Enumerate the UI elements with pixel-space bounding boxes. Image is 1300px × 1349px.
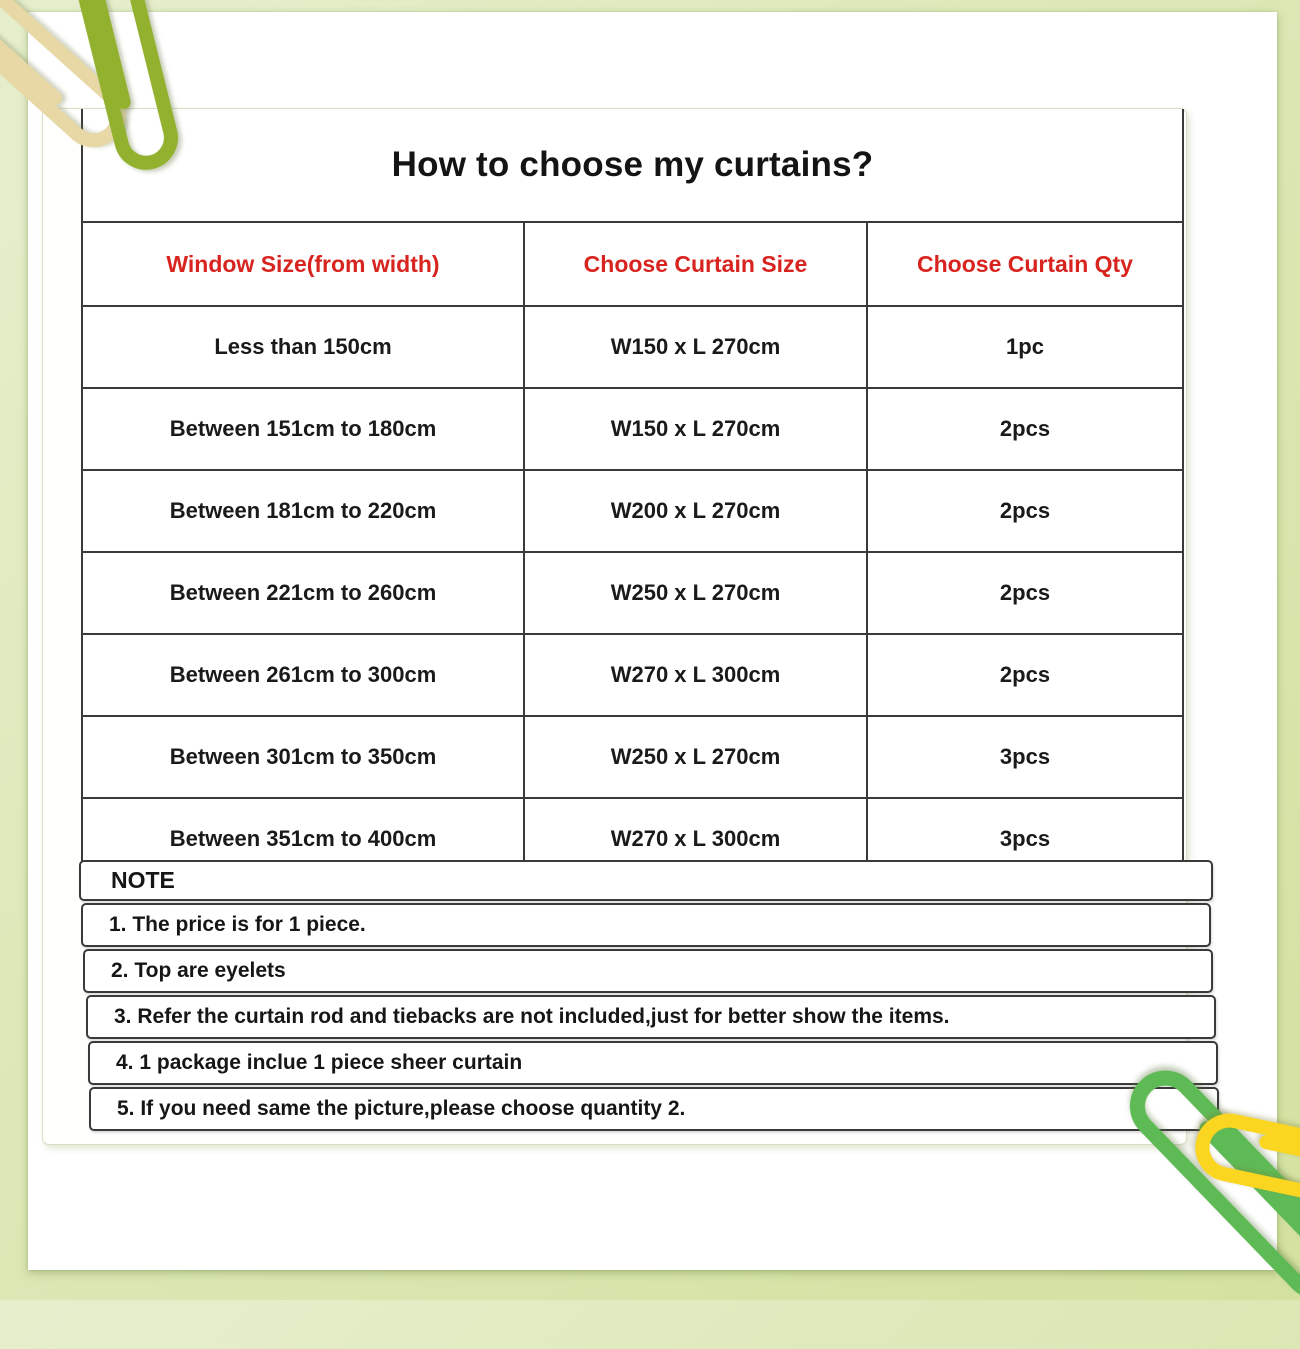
- window-size-value: Between 301cm to 350cm: [82, 716, 524, 798]
- note-label: NOTE: [79, 860, 1213, 901]
- column-header-curtain-size: Choose Curtain Size: [524, 222, 867, 306]
- curtain-qty-value: 2pcs: [867, 634, 1183, 716]
- curtain-qty-value: 1pc: [867, 306, 1183, 388]
- window-size-value: Between 261cm to 300cm: [82, 634, 524, 716]
- curtain-size-value: W150 x L 270cm: [524, 388, 867, 470]
- window-size-value: Between 221cm to 260cm: [82, 552, 524, 634]
- table-row: [82, 716, 1183, 798]
- curtain-qty-value: 2pcs: [867, 470, 1183, 552]
- curtain-size-value: W250 x L 270cm: [524, 552, 867, 634]
- note-item: 4. 1 package inclue 1 piece sheer curtain: [88, 1041, 1218, 1085]
- window-size-value: Between 351cm to 400cm: [82, 798, 524, 880]
- table-row: [82, 634, 1183, 716]
- curtain-qty-value: 2pcs: [867, 388, 1183, 470]
- curtain-qty-value: 3pcs: [867, 798, 1183, 880]
- curtain-size-value: W150 x L 270cm: [524, 306, 867, 388]
- note-item: 2. Top are eyelets: [83, 949, 1213, 993]
- window-size-value: Between 181cm to 220cm: [82, 470, 524, 552]
- curtain-size-value: W250 x L 270cm: [524, 716, 867, 798]
- curtain-size-value: W270 x L 300cm: [524, 798, 867, 880]
- table-row: [82, 552, 1183, 634]
- note-item: 1. The price is for 1 piece.: [81, 903, 1211, 947]
- note-item: 3. Refer the curtain rod and tiebacks are not included,just for better show the items.: [86, 995, 1216, 1039]
- table-row: [82, 470, 1183, 552]
- size-guide-page: [42, 108, 1187, 1145]
- note-item: 5. If you need same the picture,please choose quantity 2.: [89, 1087, 1219, 1131]
- table-row: [82, 306, 1183, 388]
- curtain-size-value: W270 x L 300cm: [524, 634, 867, 716]
- curtain-qty-value: 3pcs: [867, 716, 1183, 798]
- window-size-value: Between 151cm to 180cm: [82, 388, 524, 470]
- curtain-qty-value: 2pcs: [867, 552, 1183, 634]
- table-header-row: [82, 222, 1183, 306]
- window-size-value: Less than 150cm: [82, 306, 524, 388]
- curtain-size-table: [81, 109, 1184, 881]
- page-title: How to choose my curtains?: [82, 109, 1183, 222]
- column-header-curtain-qty: Choose Curtain Qty: [867, 222, 1183, 306]
- curtain-size-value: W200 x L 270cm: [524, 470, 867, 552]
- table-row: [82, 388, 1183, 470]
- column-header-window-size: Window Size(from width): [82, 222, 524, 306]
